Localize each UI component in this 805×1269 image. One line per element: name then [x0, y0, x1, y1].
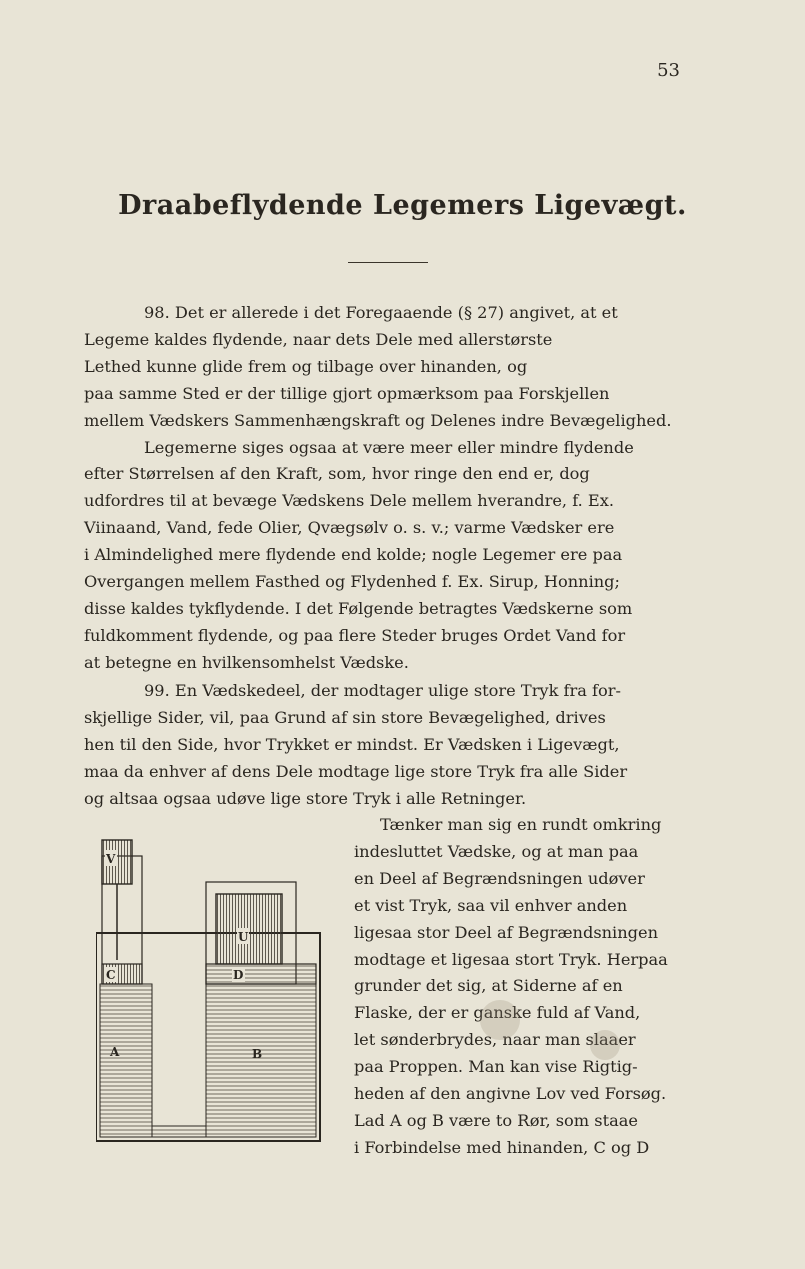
paper-stain [480, 1000, 520, 1040]
title-rule [348, 262, 428, 263]
text-line: heden af den angivne Lov ved Forsøg. [354, 1084, 667, 1104]
text-line: udfordres til at bevæge Vædskens Dele mellem hverandre, f. Ex. [84, 491, 614, 511]
text-line: skjellige Sider, vil, paa Grund af sin store Bevægelighed, drives [84, 707, 606, 727]
plate-d [206, 964, 316, 984]
text-line: i Forbindelse med hinanden, C og D [354, 1137, 650, 1157]
text-line: 99. En Vædskedeel, der modtager ulige store Tryk fra for- [144, 681, 622, 700]
label-v: V [106, 852, 116, 866]
text-line: en Deel af Begrændsningen udøver [354, 868, 645, 888]
label-a: A [110, 1045, 120, 1059]
label-c: C [106, 968, 116, 982]
text-line: modtage et ligesaa stort Tryk. Herpaa [354, 949, 668, 969]
text-line: Tænker man sig en rundt omkring [380, 815, 662, 834]
page-number: 53 [657, 60, 680, 81]
text-line: paa Proppen. Man kan vise Rigtig- [354, 1057, 638, 1077]
text-line: Flaske, der er ganske fuld af Vand, [354, 1003, 641, 1023]
figure-drawing [96, 836, 322, 1146]
label-b: B [252, 1047, 263, 1061]
text-line: maa da enhver af dens Dele modtage lige store Tryk fra alle Sider [84, 761, 628, 781]
text-line: Lethed kunne glide frem og tilbage over hinanden, og [84, 356, 528, 376]
water-a [100, 984, 152, 1137]
text-line: grunder det sig, at Siderne af en [354, 976, 623, 996]
text-line: Overgangen mellem Fasthed og Flydenhed f. Ex. Sirup, Honning; [84, 572, 620, 592]
text-line: 98. Det er allerede i det Foregaaende (§ 27) angivet, at et [144, 303, 618, 322]
text-line: hen til den Side, hvor Trykket er mindst. Er Vædsken i Ligevægt, [84, 734, 620, 754]
text-line: at betegne en hvilkensomhelst Vædske. [84, 652, 409, 672]
text-line: indesluttet Vædske, og at man paa [354, 841, 639, 861]
text-line: i Almindelighed mere flydende end kolde; nogle Legemer ere paa [84, 545, 623, 565]
paragraph-99 [84, 678, 692, 813]
label-d: D [233, 968, 244, 982]
label-u: U [238, 930, 249, 944]
text-line: Legemerne siges ogsaa at være meer eller mindre flydende [144, 437, 634, 457]
text-line: og altsaa ogsaa udøve lige store Tryk i alle Retninger. [84, 788, 527, 808]
text-line: ligesaa stor Deel af Begrændsningen [354, 922, 659, 942]
text-line: let sønderbrydes, naar man slaaer [354, 1030, 636, 1050]
paragraph-98 [84, 300, 692, 677]
page-title: Draabeflydende Legemers Ligevægt. [118, 190, 687, 221]
text-line: efter Størrelsen af den Kraft, som, hvor ringe den end er, dog [84, 464, 590, 484]
text-line: et vist Tryk, saa vil enhver anden [354, 895, 628, 915]
figure-wrap-paragraph [354, 812, 692, 1162]
text-line: Lad A og B være to Rør, som staae [354, 1110, 638, 1130]
text-line: Viinaand, Vand, fede Olier, Qvægsølv o. s. v.; varme Vædsker ere [84, 518, 615, 538]
text-line: paa samme Sted er der tillige gjort opmærksom paa Forskjellen [84, 383, 610, 403]
text-line: fuldkomment flydende, og paa flere Steder bruges Ordet Vand for [84, 625, 626, 645]
connecting-tube [152, 1126, 206, 1137]
text-line: mellem Vædskers Sammenhængskraft og Delenes indre Bevægelighed. [84, 410, 672, 430]
text-line: disse kaldes tykflydende. I det Følgende betragtes Vædskerne som [84, 598, 633, 618]
text-line: Legeme kaldes flydende, naar dets Dele med allerstørste [84, 329, 553, 349]
pressure-apparatus-figure [96, 836, 322, 1146]
paper-stain [590, 1030, 620, 1060]
